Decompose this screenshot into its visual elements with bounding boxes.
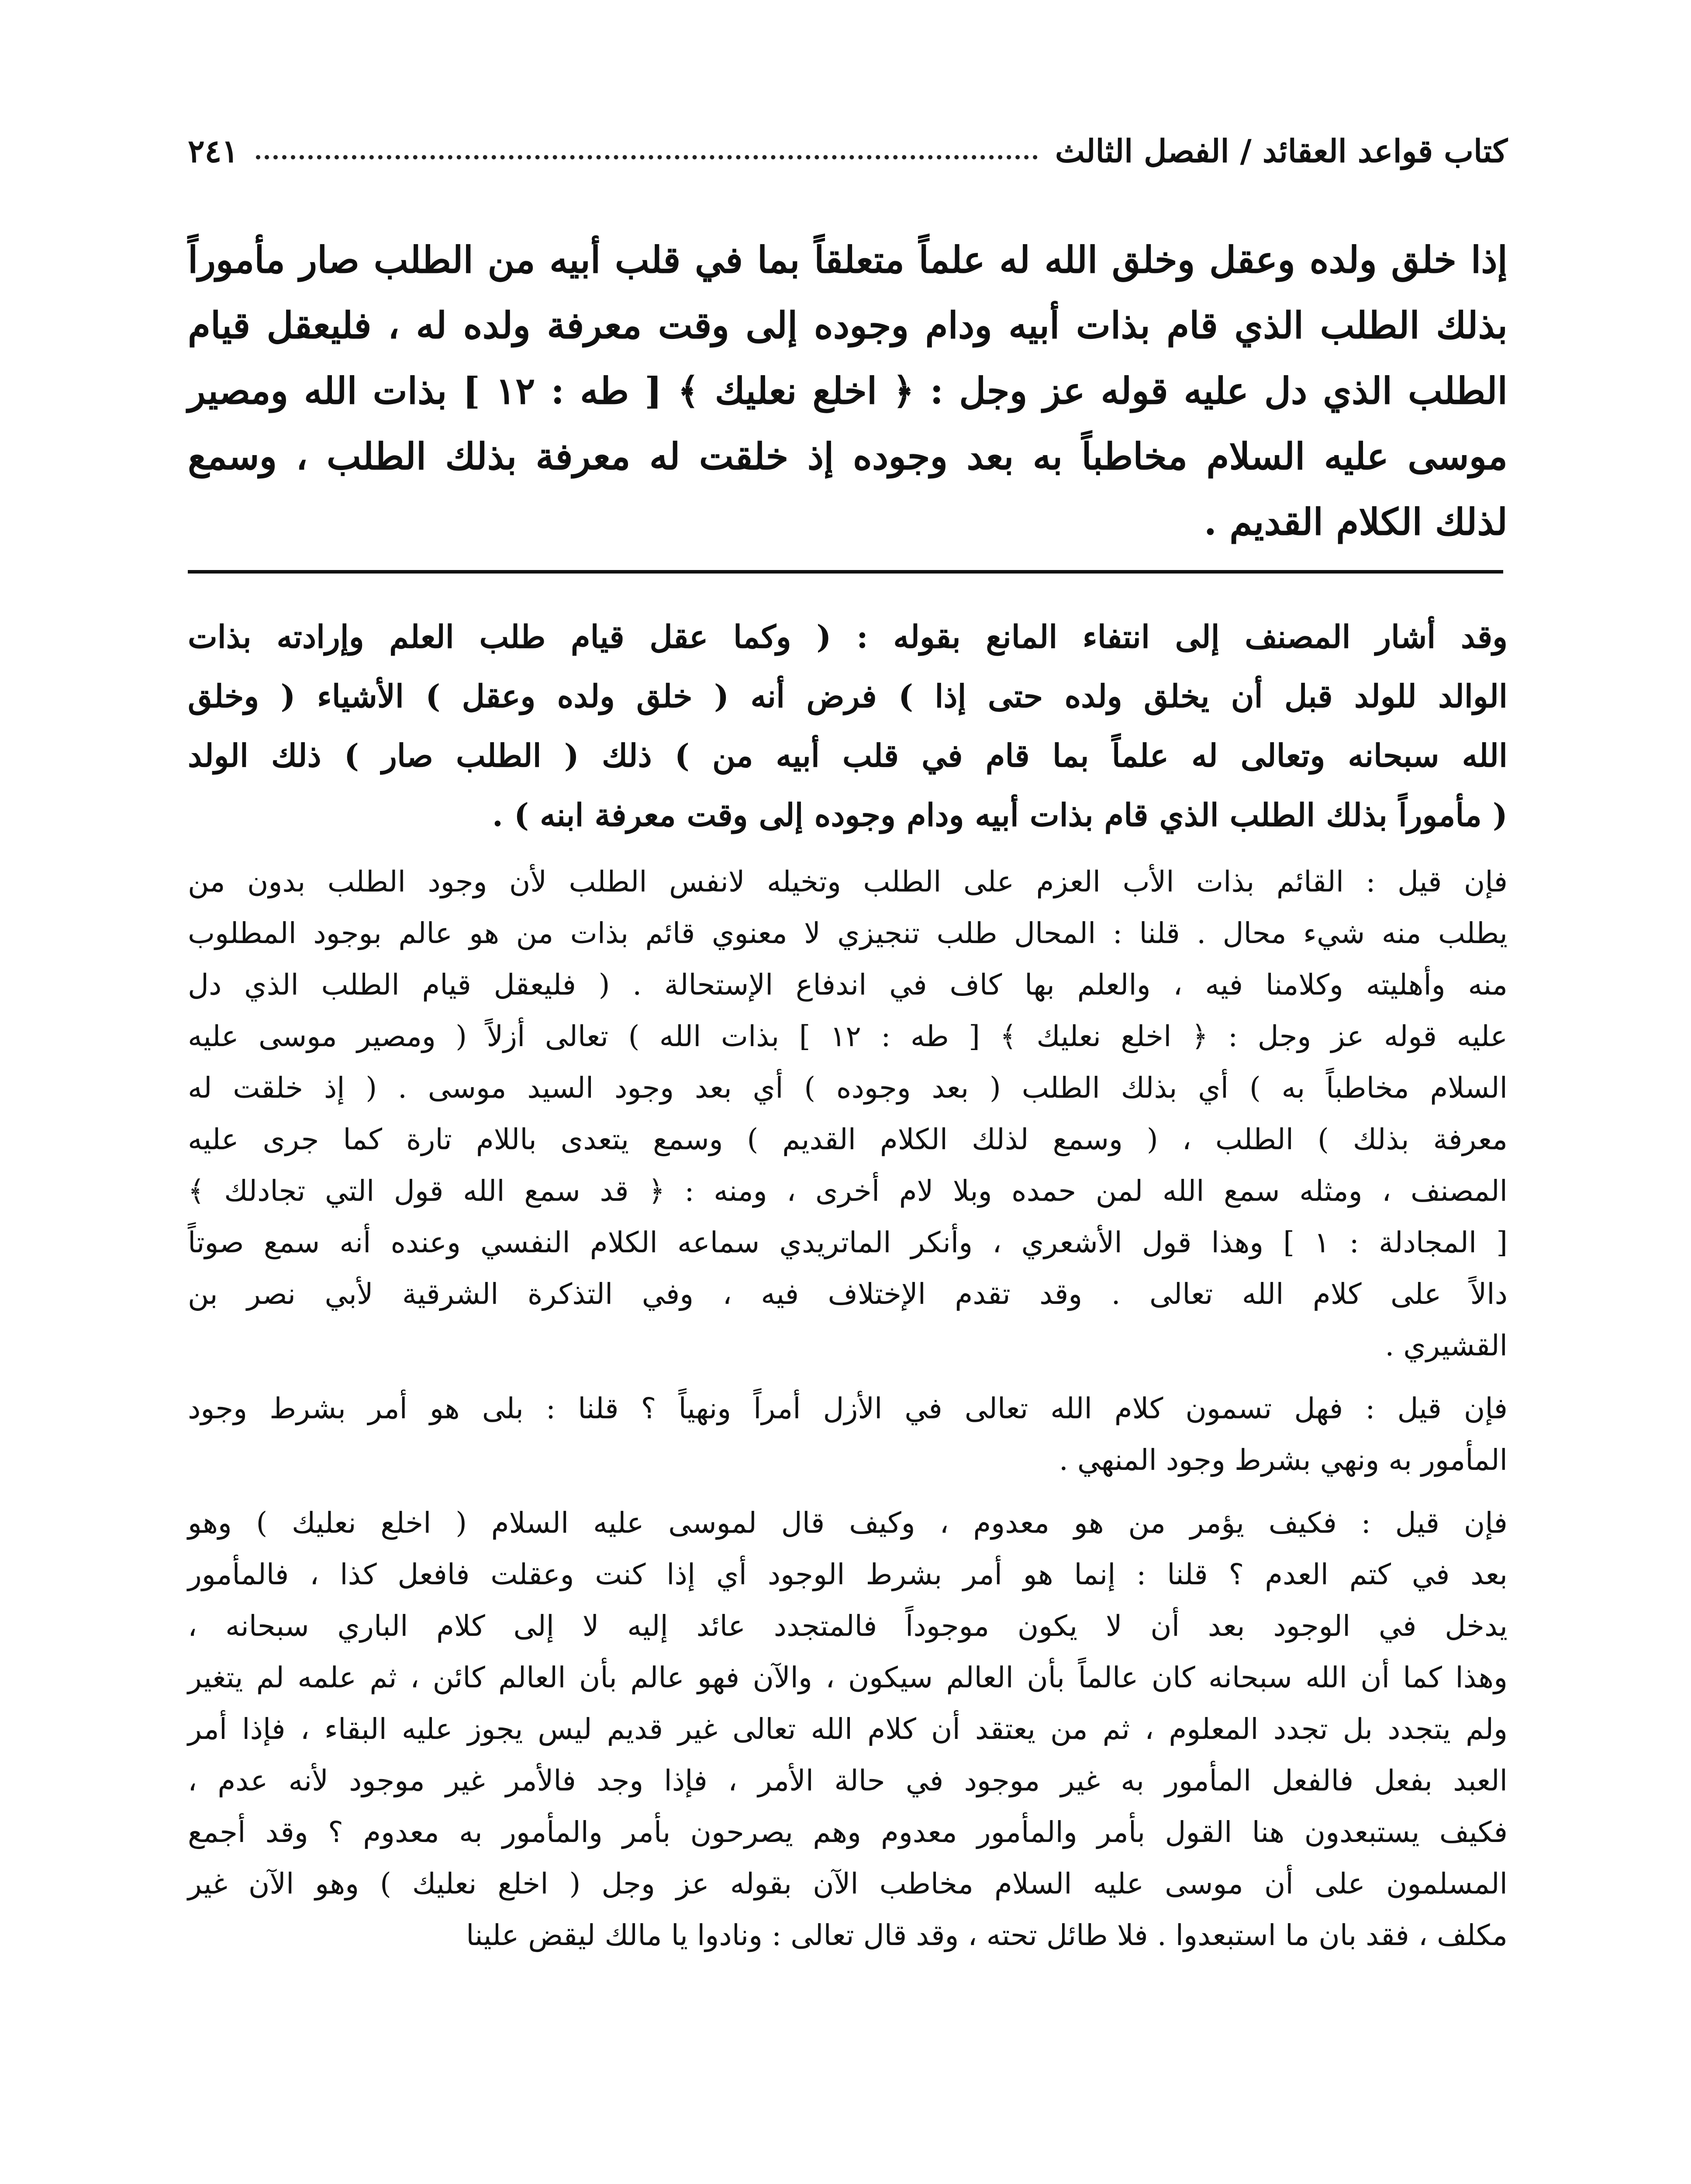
commentary-line: معرفة بذلك ) الطلب ، ( وسمع لذلك الكلام القديم ) وسمع يتعدى باللام تارة كما جرى عليه: [188, 1123, 1508, 1156]
commentary-line: فإن قيل : فهل تسمون كلام الله تعالى في الأزل أمراً ونهياً ؟ قلنا : بلى هو أمر بشرط وجود: [188, 1392, 1508, 1425]
main-text-line: إذا خلق ولده وعقل وخلق الله له علماً متعلقاً بما في قلب أبيه من الطلب صار مأموراً: [188, 238, 1508, 281]
commentary-line: السلام مخاطباً به ) أي بذلك الطلب ( بعد وجوده ) أي بعد وجود السيد موسى . ( إذ خلقت له: [188, 1071, 1508, 1105]
chapter-title: كتاب قواعد العقائد / الفصل الثالث: [1055, 132, 1508, 169]
commentary-paragraph: [188, 1383, 1508, 1486]
commentary-line: ( مأموراً بذلك الطلب الذي قام بذات أبيه ودام وجوده إلى وقت معرفة ابنه ) .: [492, 796, 1508, 833]
commentary-paragraph: [188, 607, 1508, 845]
commentary-line: الله سبحانه وتعالى له علماً بما قام في قلب أبيه من ) ذلك ( الطلب صار ) ذلك الولد: [188, 737, 1508, 774]
separator-rule: [188, 570, 1503, 574]
commentary-line: وقد أشار المصنف إلى انتفاء المانع بقوله : ( وكما عقل قيام طلب العلم وإرادته بذات: [188, 618, 1508, 655]
main-text-line: موسى عليه السلام مخاطباً به بعد وجوده إذ خلقت له معرفة بذلك الطلب ، وسمع: [188, 435, 1508, 478]
commentary-line: ولم يتجدد بل تجدد المعلوم ، ثم من يعتقد أن كلام الله تعالى غير قديم ليس يجوز عليه البقاء ، فإذا أمر: [188, 1712, 1508, 1746]
commentary-line: وهذا كما أن الله سبحانه كان عالماً بأن العالم سيكون ، والآن فهو عالم بأن العالم كائن ، ثم علمه لم يتغير: [188, 1661, 1508, 1694]
commentary-line: فإن قيل : فكيف يؤمر من هو معدوم ، وكيف قال لموسى عليه السلام ( اخلع نعليك ) وهو: [188, 1506, 1508, 1540]
page-number: ٢٤١: [188, 132, 239, 169]
commentary: [188, 607, 1508, 1961]
commentary-line: [ المجادلة : ١ ] وهذا قول الأشعري ، وأنكر الماتريدي سماعه الكلام النفسي وعنده أنه سمع صوتاً: [188, 1226, 1508, 1259]
commentary-line: الوالد للولد قبل أن يخلق ولده حتى إذا ) فرض أنه ( خلق ولده وعقل ) الأشياء ( وخلق: [188, 677, 1508, 715]
main-text-line: لذلك الكلام القديم .: [1204, 500, 1508, 543]
commentary-line: فإن قيل : القائم بذات الأب العزم على الطلب وتخيله لانفس الطلب لأن وجود الطلب بدون من: [188, 865, 1508, 898]
leader-dots: [256, 142, 1038, 159]
commentary-paragraph: [188, 1497, 1508, 1961]
main-text: [188, 227, 1508, 555]
commentary-line: مكلف ، فقد بان ما استبعدوا . فلا طائل تحته ، وقد قال تعالى : ونادوا يا مالك ليقض علينا: [466, 1918, 1508, 1952]
commentary-line: يدخل في الوجود بعد أن لا يكون موجوداً فالمتجدد عائد إليه لا إلى كلام الباري سبحانه ،: [188, 1609, 1508, 1643]
commentary-paragraph: [188, 856, 1508, 1372]
main-text-line: الطلب الذي دل عليه قوله عز وجل : ﴿ اخلع نعليك ﴾ [ طه : ١٢ ] بذات الله ومصير: [188, 369, 1508, 412]
commentary-line: دالاً على كلام الله تعالى . وقد تقدم الإختلاف فيه ، وفي التذكرة الشرقية لأبي نصر بن: [188, 1277, 1508, 1311]
commentary-line: منه وأهليته وكلامنا فيه ، والعلم بها كاف في اندفاع الإستحالة . ( فليعقل قيام الطلب الذي دل: [188, 968, 1508, 1002]
commentary-line: بعد في كتم العدم ؟ قلنا : إنما هو أمر بشرط الوجود أي إذا كنت وعقلت فافعل كذا ، فالمأمور: [188, 1558, 1508, 1591]
commentary-line: المصنف ، ومثله سمع الله لمن حمده وبلا لام أخرى ، ومنه : ﴿ قد سمع الله قول التي تجادلك ﴾: [188, 1174, 1508, 1208]
commentary-line: فكيف يستبعدون هنا القول بأمر والمأمور معدوم وهم يصرحون بأمر والمأمور به معدوم ؟ وقد أجمع: [188, 1815, 1508, 1849]
commentary-line: عليه قوله عز وجل : ﴿ اخلع نعليك ﴾ [ طه : ١٢ ] بذات الله ) تعالى أزلاً ( ومصير موسى عليه: [188, 1019, 1508, 1053]
commentary-line: القشيري .: [1385, 1329, 1508, 1362]
commentary-line: يطلب منه شيء محال . قلنا : المحال طلب تنجيزي لا معنوي قائم بذات من هو عالم بوجود المطلوب: [188, 916, 1508, 950]
commentary-line: العبد بفعل فالفعل المأمور به غير موجود في حالة الأمر ، فإذا وجد فالأمر غير موجود لأنه عدم ،: [188, 1764, 1508, 1797]
main-text-line: بذلك الطلب الذي قام بذات أبيه ودام وجوده إلى وقت معرفة ولده له ، فليعقل قيام: [188, 304, 1508, 347]
commentary-line: المسلمون على أن موسى عليه السلام مخاطب الآن بقوله عز وجل ( اخلع نعليك ) وهو الآن غير: [188, 1867, 1508, 1901]
running-header: [188, 127, 1508, 175]
commentary-line: المأمور به ونهي بشرط وجود المنهي .: [1059, 1443, 1508, 1477]
